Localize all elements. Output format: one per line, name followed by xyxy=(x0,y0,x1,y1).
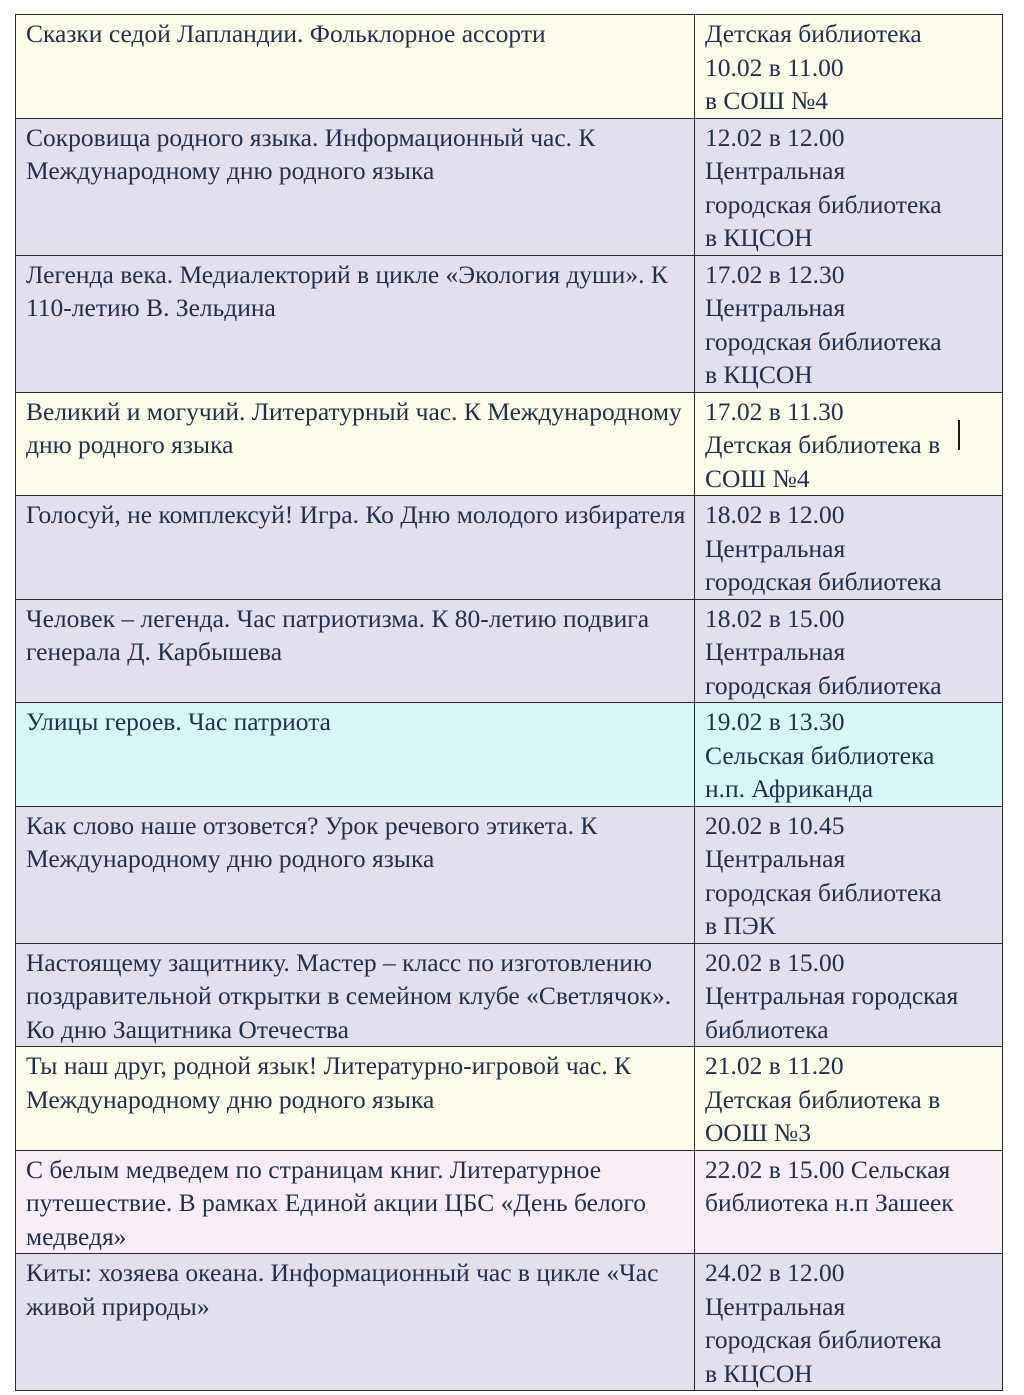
event-title: Великий и могучий. Литературный час. К Международному дню родного языка xyxy=(16,392,695,496)
event-title: Сказки седой Лапландии. Фольклорное ассорти xyxy=(16,15,695,119)
event-title: Киты: хозяева океана. Информационный час в цикле «Час живой природы» xyxy=(16,1254,695,1391)
text-cursor xyxy=(958,420,960,450)
table-row xyxy=(16,255,1003,392)
event-details: 17.02 в 11.30 Детская библиотека в СОШ №4 xyxy=(695,392,1003,496)
event-details: 21.02 в 11.20 Детская библиотека в ООШ №3 xyxy=(695,1047,1003,1151)
table-row xyxy=(16,806,1003,943)
event-title: Ты наш друг, родной язык! Литературно-игровой час. К Международному дню родного языка xyxy=(16,1047,695,1151)
event-details: 22.02 в 15.00 Сельская библиотека н.п Зашеек xyxy=(695,1150,1003,1254)
event-details: 20.02 в 15.00 Центральная городская библиотека xyxy=(695,943,1003,1047)
events-table xyxy=(15,14,1003,1391)
event-title: Голосуй, не комплексуй! Игра. Ко Дню молодого избирателя xyxy=(16,496,695,600)
table-row xyxy=(16,392,1003,496)
event-details: 24.02 в 12.00 Центральная городская библиотека в КЦСОН xyxy=(695,1254,1003,1391)
table-row xyxy=(16,599,1003,703)
event-details: 19.02 в 13.30 Сельская библиотека н.п. Африканда xyxy=(695,703,1003,807)
table-row xyxy=(16,1150,1003,1254)
table-row xyxy=(16,15,1003,119)
event-details: 17.02 в 12.30 Центральная городская библиотека в КЦСОН xyxy=(695,255,1003,392)
event-details: 18.02 в 12.00 Центральная городская библиотека xyxy=(695,496,1003,600)
table-row xyxy=(16,496,1003,600)
event-title: Сокровища родного языка. Информационный час. К Международному дню родного языка xyxy=(16,118,695,255)
event-title: Настоящему защитнику. Мастер – класс по изготовлению поздравительной открытки в семейном клубе «Светлячок». Ко дню Защитника Отечества xyxy=(16,943,695,1047)
event-details: Детская библиотека 10.02 в 11.00 в СОШ №4 xyxy=(695,15,1003,119)
event-details: 20.02 в 10.45 Центральная городская библиотека в ПЭК xyxy=(695,806,1003,943)
table-row xyxy=(16,1047,1003,1151)
event-title: С белым медведем по страницам книг. Литературное путешествие. В рамках Единой акции ЦБС «День белого медведя» xyxy=(16,1150,695,1254)
table-row xyxy=(16,1254,1003,1391)
event-title: Улицы героев. Час патриота xyxy=(16,703,695,807)
event-title: Человек – легенда. Час патриотизма. К 80-летию подвига генерала Д. Карбышева xyxy=(16,599,695,703)
table-row xyxy=(16,703,1003,807)
event-details: 18.02 в 15.00 Центральная городская библиотека xyxy=(695,599,1003,703)
table-row xyxy=(16,118,1003,255)
table-row xyxy=(16,943,1003,1047)
event-title: Легенда века. Медиалекторий в цикле «Экология души». К 110-летию В. Зельдина xyxy=(16,255,695,392)
event-details: 12.02 в 12.00 Центральная городская библиотека в КЦСОН xyxy=(695,118,1003,255)
event-title: Как слово наше отзовется? Урок речевого этикета. К Международному дню родного языка xyxy=(16,806,695,943)
